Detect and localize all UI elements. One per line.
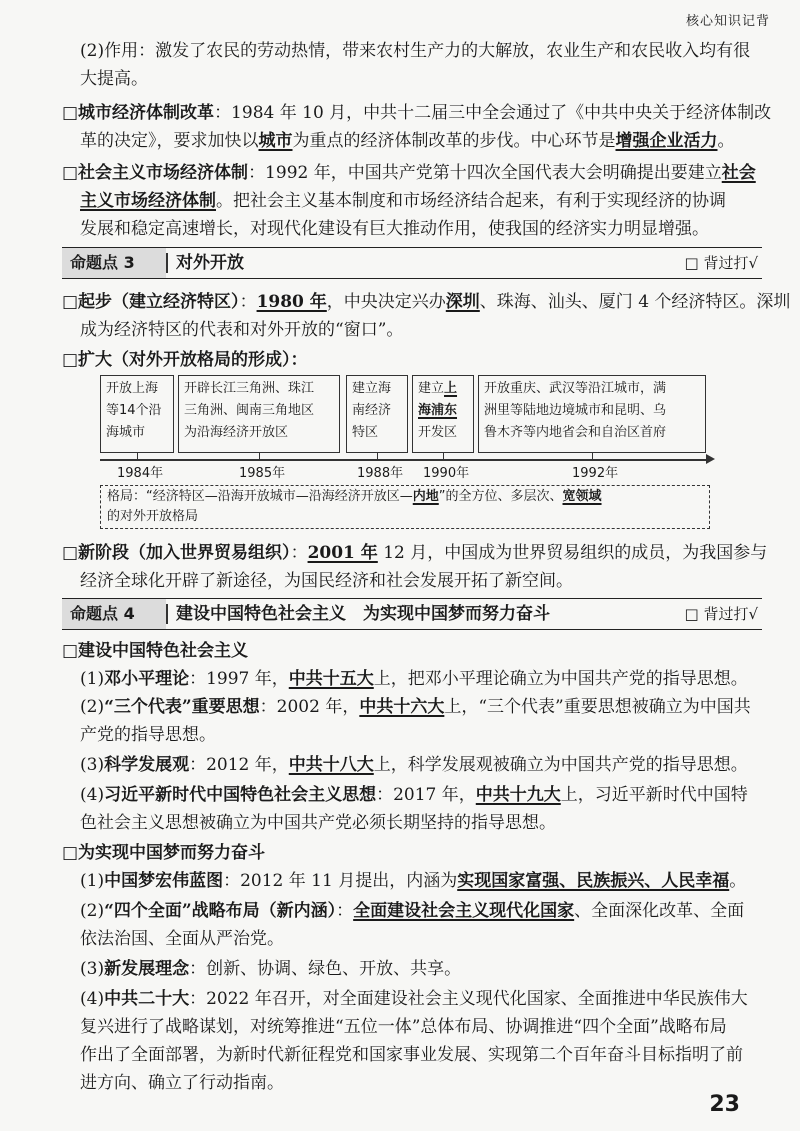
dream-item-4-cont: 复兴进行了战略谋划，对统筹推进“五位一体”总体布局、协调推进“四个全面”战略布局 — [80, 1017, 727, 1037]
text: 12 月，中国成为世界贸易组织的成员，为我国参与 — [377, 543, 768, 563]
key-term: 中共十八大 — [288, 755, 374, 775]
timeline-year: 1988年 — [357, 466, 404, 481]
key-term: 中共十九大 — [475, 785, 561, 805]
text: 建立 — [418, 381, 445, 396]
term: 新发展理念 — [104, 959, 190, 979]
key-term: 中共十六大 — [359, 697, 445, 717]
term: 科学发展观 — [104, 755, 190, 775]
timeline-tick — [377, 453, 378, 460]
text: (3) — [80, 755, 105, 775]
text: 鲁木齐等内地省会和自治区首府 — [484, 425, 667, 440]
text: 等14个沿 — [106, 403, 162, 418]
timeline-year: 1984年 — [117, 466, 164, 481]
build-item-2-cont: 产党的指导思想。 — [80, 725, 216, 745]
term: “三个代表”重要思想 — [104, 697, 260, 717]
timeline-tick — [592, 453, 593, 460]
market-title: □社会主义市场经济体制 — [62, 163, 249, 183]
timeline-tick — [137, 453, 138, 460]
timeline-box-1990 — [412, 375, 474, 453]
text: 。 — [729, 871, 747, 891]
dream-item-2-cont: 依法治国、全面从严治党。 — [80, 929, 284, 949]
key-term: 社会 — [721, 163, 756, 183]
text: 洲里等陆地边境城市和昆明、乌 — [484, 403, 667, 418]
key-term: 上 — [444, 381, 458, 396]
timeline-box-1984 — [100, 375, 174, 453]
build-item-2 — [80, 694, 751, 720]
page-header: 核心知识记背 — [685, 14, 770, 29]
timeline-year: 1985年 — [239, 466, 286, 481]
text: ：2012 年 11 月提出，内涵为 — [223, 871, 458, 891]
text: 南经济 — [352, 403, 392, 418]
text-line: 大提高。 — [80, 69, 148, 89]
timeline-year: 1992年 — [572, 466, 619, 481]
text: (2) — [80, 697, 105, 717]
text: (3) — [80, 959, 105, 979]
text: ：1997 年， — [189, 669, 289, 689]
dream-item-4 — [80, 986, 748, 1012]
term: “四个全面”战略布局（新内涵） — [104, 901, 337, 921]
key-term: 2001 年 — [307, 543, 378, 563]
text: 海城市 — [106, 425, 146, 440]
key-term: 海浦东 — [418, 403, 458, 418]
text: (2) — [80, 901, 105, 921]
text: ”的全方位、多层次、 — [438, 489, 563, 504]
urban-reform-line-1 — [62, 100, 771, 126]
text: ：2002 年， — [259, 697, 360, 717]
text: 的对外开放格局 — [107, 509, 199, 524]
expand-title — [62, 347, 308, 373]
term: 中共二十大 — [104, 989, 190, 1009]
dream-item-1 — [80, 868, 746, 894]
section-4-header — [62, 598, 762, 630]
key-term: 1980 年 — [256, 292, 327, 312]
urban-reform-title: □城市经济体制改革 — [62, 103, 215, 123]
key-term: 增强企业活力 — [615, 131, 718, 151]
review-checkbox[interactable]: □ 背过打√ — [684, 254, 758, 272]
start-line-1 — [62, 289, 790, 315]
key-term: 内地 — [412, 489, 439, 504]
dream-title-text: □为实现中国梦而努力奋斗 — [62, 843, 266, 863]
term: 习近平新时代中国特色社会主义思想 — [104, 785, 377, 805]
text: 上，习近平新时代中国特 — [560, 785, 748, 805]
build-item-4-cont: 色社会主义思想被确立为中国共产党必须长期坚持的指导思想。 — [80, 813, 556, 833]
start-title: □起步（建立经济特区） — [62, 292, 240, 312]
text: 特区 — [352, 425, 379, 440]
dream-title — [62, 840, 265, 866]
build-title — [62, 638, 248, 664]
start-line-2: 成为经济特区的代表和对外开放的“窗口”。 — [80, 320, 404, 340]
text: ： — [336, 901, 354, 921]
text-line: (2)作用：激发了农民的劳动热情，带来农村生产力的大解放，农业生产和农民收入均有很 — [80, 41, 751, 61]
review-checkbox[interactable]: □ 背过打√ — [684, 605, 758, 623]
market-line-1 — [62, 160, 756, 186]
timeline-tick — [443, 453, 444, 460]
arrow-icon — [706, 454, 715, 464]
dream-item-3 — [80, 956, 461, 982]
section-3-header — [62, 247, 762, 279]
text: (1) — [80, 669, 105, 689]
dream-item-2 — [80, 898, 744, 924]
build-item-1 — [80, 666, 748, 692]
text: 革的决定》，要求加快以 — [80, 131, 259, 151]
build-item-4 — [80, 782, 748, 808]
text: ： — [290, 543, 308, 563]
page-number: 23 — [709, 1092, 740, 1117]
timeline-box-1985 — [178, 375, 340, 453]
text: 、珠海、汕头、厦门 4 个经济特区。深圳 — [479, 292, 791, 312]
section-label: 命题点 4 — [62, 599, 166, 629]
market-line-2 — [80, 188, 726, 214]
text: 、全面深化改革、全面 — [574, 901, 745, 921]
timeline-axis — [100, 459, 710, 461]
text: 开辟长江三角洲、珠江 — [184, 381, 315, 396]
text: ：1984 年 10 月，中共十二届三中全会通过了《中共中央关于经济体制改 — [214, 103, 772, 123]
newstage-line-1 — [62, 540, 767, 566]
section-title: 对外开放 — [176, 253, 244, 273]
key-term: 深圳 — [445, 292, 480, 312]
text: 开放上海 — [106, 381, 159, 396]
text: 。 — [717, 131, 735, 151]
text: ：创新、协调、绿色、开放、共享。 — [189, 959, 462, 979]
text: 开发区 — [418, 425, 458, 440]
key-term: 城市 — [258, 131, 293, 151]
text: 建立海 — [352, 381, 392, 396]
key-term: 宽领域 — [562, 489, 602, 504]
expand-title-text: □扩大（对外开放格局的形成）： — [62, 350, 308, 370]
text: (4) — [80, 785, 105, 805]
timeline-box-1988 — [346, 375, 408, 453]
text: 三角洲、闽南三角地区 — [184, 403, 315, 418]
build-item-3 — [80, 752, 748, 778]
timeline-box-1992 — [478, 375, 706, 453]
newstage-line-2: 经济全球化开辟了新途径，为国民经济和社会发展开拓了新空间。 — [80, 571, 573, 591]
key-term: 主义市场经济体制 — [80, 191, 216, 211]
text: 上，把邓小平理论确立为中国共产党的指导思想。 — [373, 669, 748, 689]
section-label: 命题点 3 — [62, 248, 166, 278]
text: 为沿海经济开放区 — [184, 425, 289, 440]
newstage-title: □新阶段（加入世界贸易组织） — [62, 543, 291, 563]
text: ：1992 年，中国共产党第十四次全国代表大会明确提出要建立 — [248, 163, 722, 183]
text: 为重点的经济体制改革的步伐。中心环节是 — [292, 131, 616, 151]
dream-item-4-cont: 进方向、确立了行动指南。 — [80, 1073, 284, 1093]
section-title: 建设中国特色社会主义 为实现中国梦而努力奋斗 — [176, 604, 550, 624]
divider — [166, 604, 168, 624]
text: 格局：“经济特区—沿海开放城市—沿海经济开放区— — [107, 489, 413, 504]
pattern-summary-box — [100, 485, 710, 529]
term: 中国梦宏伟蓝图 — [104, 871, 224, 891]
text: 开放重庆、武汉等沿江城市，满 — [484, 381, 667, 396]
dream-item-4-cont: 作出了全面部署，为新时代新征程党和国家事业发展、实现第二个百年奋斗目标指明了前 — [80, 1045, 743, 1065]
text: 上，科学发展观被确立为中国共产党的指导思想。 — [373, 755, 748, 775]
text: ： — [239, 292, 257, 312]
text: ：2012 年， — [189, 755, 289, 775]
build-title-text: □建设中国特色社会主义 — [62, 641, 249, 661]
timeline-year: 1990年 — [423, 466, 470, 481]
text: (4) — [80, 989, 105, 1009]
divider — [166, 253, 168, 273]
text: 。把社会主义基本制度和市场经济结合起来，有利于实现经济的协调 — [216, 191, 726, 211]
text: 上，“三个代表”重要思想被确立为中国共 — [444, 697, 751, 717]
key-term: 实现国家富强、民族振兴、人民幸福 — [457, 871, 730, 891]
term: 邓小平理论 — [104, 669, 190, 689]
timeline-tick — [259, 453, 260, 460]
key-term: 全面建设社会主义现代化国家 — [353, 901, 575, 921]
urban-reform-line-2 — [80, 128, 735, 154]
text: ：2022 年召开，对全面建设社会主义现代化国家、全面推进中华民族伟大 — [189, 989, 748, 1009]
market-line-3: 发展和稳定高速增长，对现代化建设有巨大推动作用，使我国的经济实力明显增强。 — [80, 219, 709, 239]
text: ，中央决定兴办 — [326, 292, 446, 312]
text: ：2017 年， — [376, 785, 476, 805]
key-term: 中共十五大 — [288, 669, 374, 689]
text: (1) — [80, 871, 105, 891]
